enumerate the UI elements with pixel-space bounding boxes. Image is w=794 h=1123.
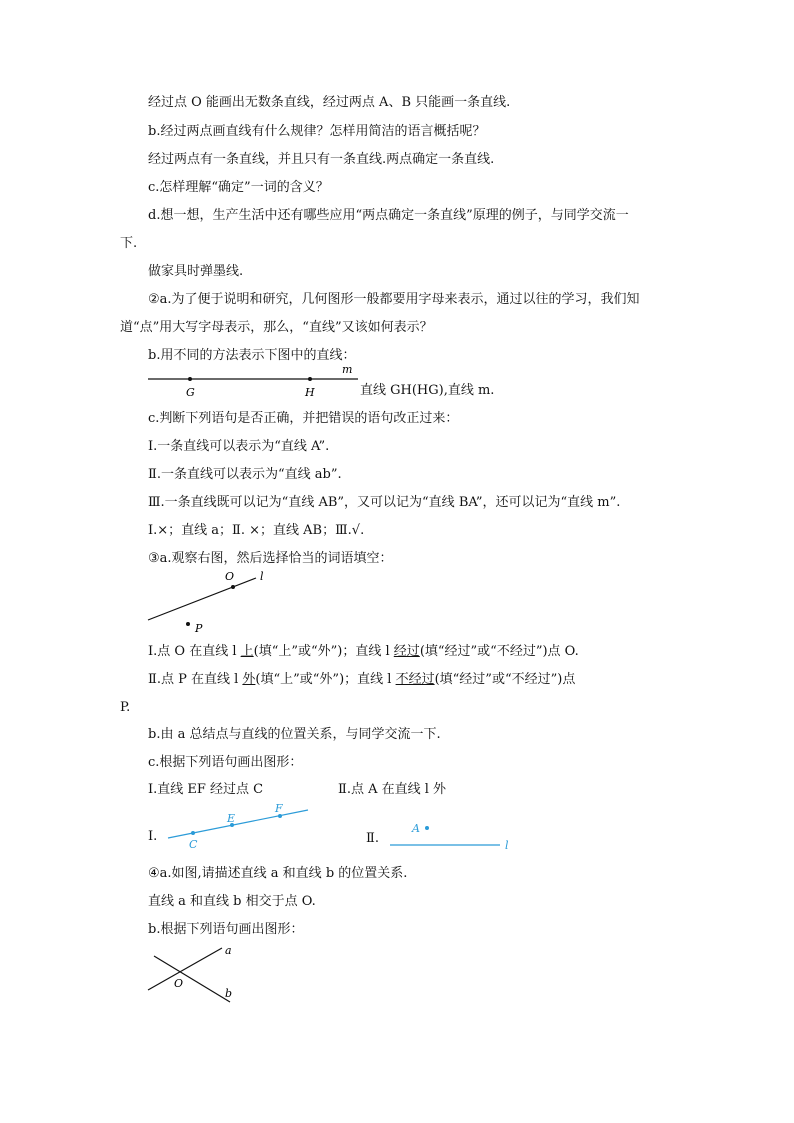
statement-3: Ⅲ.一条直线既可以记为“直线 AB”，又可以记为“直线 BA”，还可以记为“直线 m”. [148,495,621,510]
line-a [148,948,222,990]
figure-3-roman: Ⅰ. [148,829,158,844]
label-g: G [186,386,195,399]
fill-in-2-answer2: 不经过 [395,672,435,687]
label-e: E [227,812,236,825]
answer-2b: 直线 GH(HG),直线 m. [360,383,495,398]
label-m: m [342,363,353,376]
drawing-task-2: Ⅱ.点 A 在直线 l 外 [338,782,447,797]
section-3c: c.根据下列语句画出图形： [148,755,303,770]
label-l-2: l [505,839,509,852]
fill-in-1-answer1: 上 [240,644,254,659]
statement-2: Ⅱ.一条直线可以表示为“直线 ab”. [148,467,342,482]
line-l [148,578,256,620]
fill-in-1-part2: (填“上”或“外”)；直线 l [253,644,394,659]
line-ef-figure [146,800,316,852]
question-c: c.怎样理解“确定”一词的含义？ [148,180,329,195]
line-ef [168,810,308,838]
point-p [186,622,190,626]
fill-in-2-answer1: 外 [242,672,256,687]
point-a-line-l-figure [364,814,514,854]
fill-in-2-part3: (填“经过”或“不经过”)点 [434,672,576,687]
fill-in-2-part2: (填“上”或“外”)；直线 l [255,672,396,687]
answer-2c: Ⅰ.×；直线 a；Ⅱ. ×；直线 AB；Ⅲ.√. [148,523,365,538]
text-line-1: 经过点 O 能画出无数条直线，经过两点 A、B 只能画一条直线. [148,95,511,110]
label-o-intersection: O [174,977,184,990]
label-l: l [260,570,264,583]
point-c [191,831,195,835]
line-b [154,956,233,1002]
label-o: O [225,570,235,583]
section-2b: b.用不同的方法表示下图中的直线： [148,348,356,363]
label-p: P [195,622,203,635]
question-d: d.想一想，生产生活中还有哪些应用“两点确定一条直线”原理的例子，与同学交流一 [148,208,629,223]
figure-4-roman: Ⅱ. [366,831,379,846]
question-b: b.经过两点画直线有什么规律？怎样用简洁的语言概括呢？ [148,124,486,139]
fill-in-1-part3: (填“经过”或“不经过”)点 O. [419,644,579,659]
statement-1: Ⅰ.一条直线可以表示为“直线 A”. [148,439,330,454]
answer-d: 做家具时弹墨线. [148,264,244,279]
fill-in-2 [148,672,575,688]
drawing-task-1: Ⅰ.直线 EF 经过点 C [148,782,264,797]
point-h [308,377,312,381]
answer-4a: 直线 a 和直线 b 相交于点 O. [148,894,316,909]
label-c: C [189,838,198,851]
section-2a-cont: 道“点”用大写字母表示，那么，“直线”又该如何表示？ [120,320,433,335]
section-4b: b.根据下列语句画出图形： [148,922,304,937]
line-l-point-figure [146,568,276,636]
label-a: A [412,822,420,835]
fill-in-1-part1: Ⅰ.点 O 在直线 l [148,644,241,659]
label-b-line: b [225,987,233,1000]
label-h: H [305,386,315,399]
label-f: F [275,802,283,815]
section-2a: ②a.为了便于说明和研究，几何图形一般都要用字母来表示，通过以往的学习，我们知 [148,292,640,307]
label-a-line: a [225,944,232,957]
fill-in-1 [148,644,579,660]
answer-b: 经过两点有一条直线，并且只有一条直线.两点确定一条直线. [148,152,495,167]
section-4a: ④a.如图,请描述直线 a 和直线 b 的位置关系. [148,866,408,881]
line-gh-figure [146,364,362,398]
fill-in-1-answer2: 经过 [393,644,420,659]
point-g [188,377,192,381]
section-2c: c.判断下列语句是否正确，并把错误的语句改正过来： [148,411,459,426]
point-a [425,826,429,830]
question-d-cont: 下. [120,236,138,251]
intersecting-lines-figure [146,942,246,1008]
fill-in-2-part1: Ⅱ.点 P 在直线 l [148,672,243,687]
point-o [231,585,235,589]
section-3b: b.由 a 总结点与直线的位置关系，与同学交流一下. [148,727,441,742]
fill-in-2-cont: P. [120,700,131,715]
section-3a: ③a.观察右图，然后选择恰当的词语填空： [148,551,393,566]
